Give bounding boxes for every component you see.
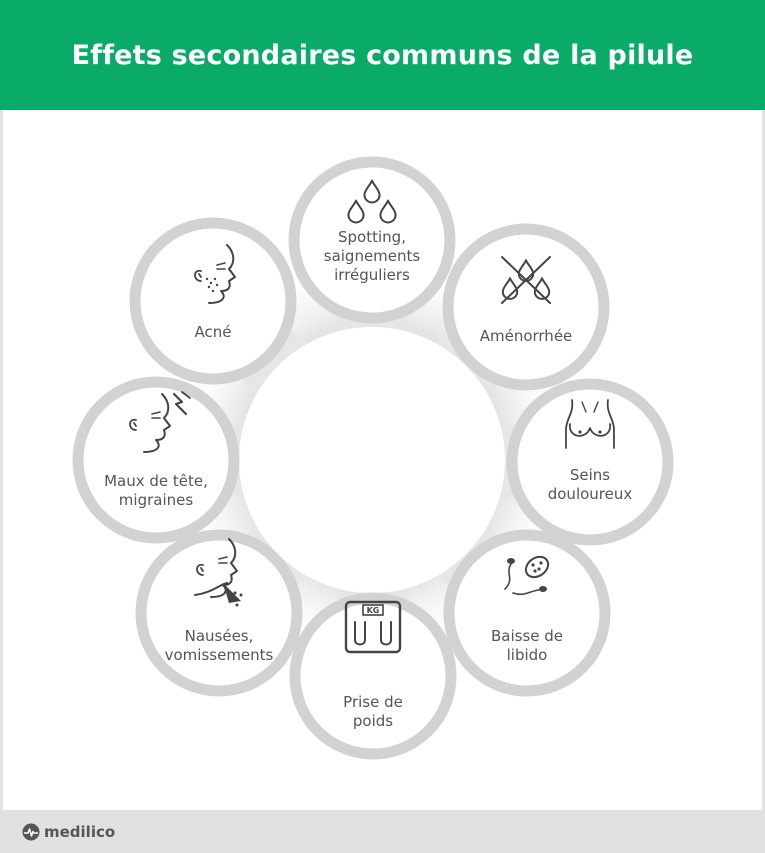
- brand-logo: [22, 823, 115, 841]
- node-ring: [295, 598, 451, 754]
- effect-label-acne: Acné: [194, 323, 232, 341]
- effect-label-nausees: Nausées, vomissements: [164, 627, 274, 664]
- brand-name: medilico: [44, 822, 116, 841]
- effect-node-seins: [512, 384, 668, 540]
- footer-bar: [0, 810, 765, 853]
- node-ring: [512, 384, 668, 540]
- node-ring: [448, 229, 604, 385]
- effect-node-libido: [449, 535, 605, 691]
- effect-label-poids: Prise de poids: [343, 693, 403, 730]
- effect-label-migraines: Maux de tête, migraines: [104, 472, 208, 509]
- effect-node-spotting: [294, 162, 450, 318]
- effect-label-libido: Baisse de libido: [490, 627, 564, 664]
- node-ring: [135, 223, 291, 379]
- scale-kg-label: KG: [366, 606, 380, 615]
- effect-node-nausees: [141, 535, 297, 691]
- effect-label-amenorrhee: Aménorrhée: [479, 327, 573, 345]
- center-hub: [239, 327, 505, 593]
- effect-node-amenorrhee: [448, 229, 604, 385]
- medilico-logo-icon: [22, 823, 40, 841]
- effect-label-seins: Seins douloureux: [547, 466, 633, 503]
- effect-label-spotting: Spotting, saignements irréguliers: [323, 228, 421, 284]
- effect-node-poids: [295, 598, 451, 754]
- effect-node-migraines: [78, 382, 234, 538]
- effect-node-acne: [135, 223, 291, 379]
- page-title: Effets secondaires communs de la pilule: [71, 39, 694, 71]
- node-ring: [78, 382, 234, 538]
- node-ring: [449, 535, 605, 691]
